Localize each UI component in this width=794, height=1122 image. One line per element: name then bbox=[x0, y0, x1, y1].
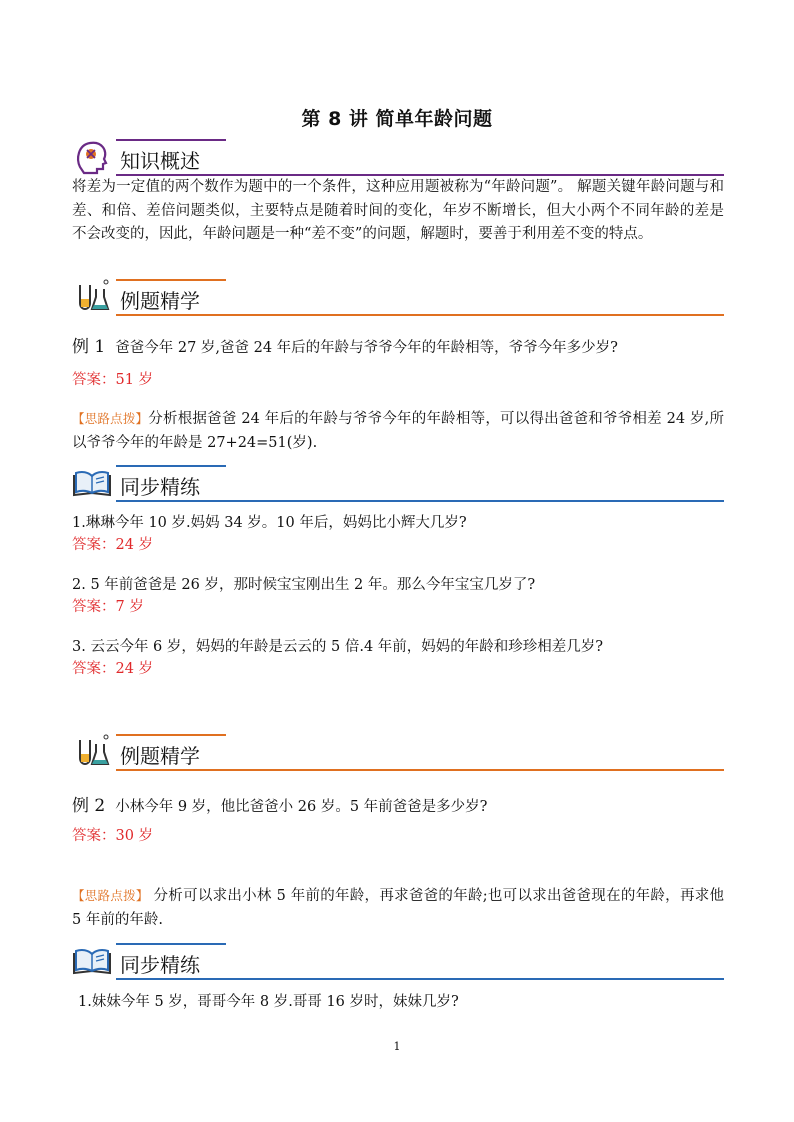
section-heading: 例题精学 bbox=[120, 744, 200, 768]
hint-tag: 【思路点拨】 bbox=[72, 411, 149, 426]
practice-1-answer-2: 答案：7 岁 bbox=[72, 599, 144, 615]
overview-paragraph: 将差为一定值的两个数作为题中的一个条件，这种应用题被称为“年龄问题”。 解题关键年龄问题与和差、和倍、差倍问题类似，主要特点是随着时间的变化，年岁不断增长，但大小两个不同年龄的差是不会改变的，因此，年龄问题是一种“差不变”的问题，解题时，要善于利用差不变的特点。 bbox=[72, 179, 724, 242]
open-book-icon bbox=[72, 463, 112, 503]
section-heading: 例题精学 bbox=[120, 289, 200, 313]
hint-tag: 【思路点拨】 bbox=[72, 888, 149, 903]
practice-1-answer-1: 答案：24 岁 bbox=[72, 537, 154, 553]
flask-icon bbox=[72, 732, 112, 772]
section-heading: 同步精练 bbox=[120, 475, 200, 499]
section-header-example-1 bbox=[72, 277, 724, 319]
hint-text: 分析可以求出小林 5 年前的年龄，再求爸爸的年龄;也可以求出爸爸现在的年龄，再求他 5 年前的年龄. bbox=[72, 888, 724, 928]
practice-1-answer-3: 答案：24 岁 bbox=[72, 661, 154, 677]
example-question: 爸爸今年 27 岁,爸爸 24 年后的年龄与爷爷今年的年龄相等，爷爷今年多少岁? bbox=[115, 340, 618, 356]
example-1-question-row bbox=[72, 332, 618, 357]
example-2-answer: 答案：30 岁 bbox=[72, 828, 154, 844]
head-brain-icon bbox=[72, 137, 112, 177]
hint-text: 分析根据爸爸 24 年后的年龄与爷爷今年的年龄相等，可以得出爸爸和爷爷相差 24 岁,所以爷爷今年的年龄是 27+24=51(岁). bbox=[72, 411, 724, 451]
example-label: 例 1 bbox=[72, 337, 106, 357]
section-header-practice-2 bbox=[72, 941, 724, 983]
section-heading: 同步精练 bbox=[120, 953, 200, 977]
example-label: 例 2 bbox=[72, 796, 106, 816]
example-1-answer: 答案：51 岁 bbox=[72, 372, 154, 388]
example-1-hint bbox=[72, 407, 724, 455]
section-header-practice-1 bbox=[72, 463, 724, 505]
practice-1-question-1: 1.琳琳今年 10 岁.妈妈 34 岁。10 年后，妈妈比小辉大几岁? bbox=[72, 515, 467, 531]
page-title: 第 8 讲 简单年龄问题 bbox=[301, 108, 493, 130]
flask-icon bbox=[72, 277, 112, 317]
practice-1-question-3: 3. 云云今年 6 岁，妈妈的年龄是云云的 5 倍.4 年前，妈妈的年龄和珍珍相差几岁? bbox=[72, 639, 604, 655]
practice-2-question-1: 1.妹妹今年 5 岁，哥哥今年 8 岁.哥哥 16 岁时，妹妹几岁? bbox=[78, 994, 459, 1010]
example-2-hint bbox=[72, 884, 724, 932]
example-question: 小林今年 9 岁，他比爸爸小 26 岁。5 年前爸爸是多少岁? bbox=[115, 799, 488, 815]
open-book-icon bbox=[72, 941, 112, 981]
example-2-question-row bbox=[72, 791, 487, 816]
section-heading: 知识概述 bbox=[120, 149, 200, 173]
practice-1-question-2: 2. 5 年前爸爸是 26 岁，那时候宝宝刚出生 2 年。那么今年宝宝几岁了? bbox=[72, 577, 536, 593]
section-header-overview bbox=[72, 137, 724, 179]
section-header-example-2 bbox=[72, 732, 724, 774]
page-number: 1 bbox=[393, 1040, 401, 1053]
